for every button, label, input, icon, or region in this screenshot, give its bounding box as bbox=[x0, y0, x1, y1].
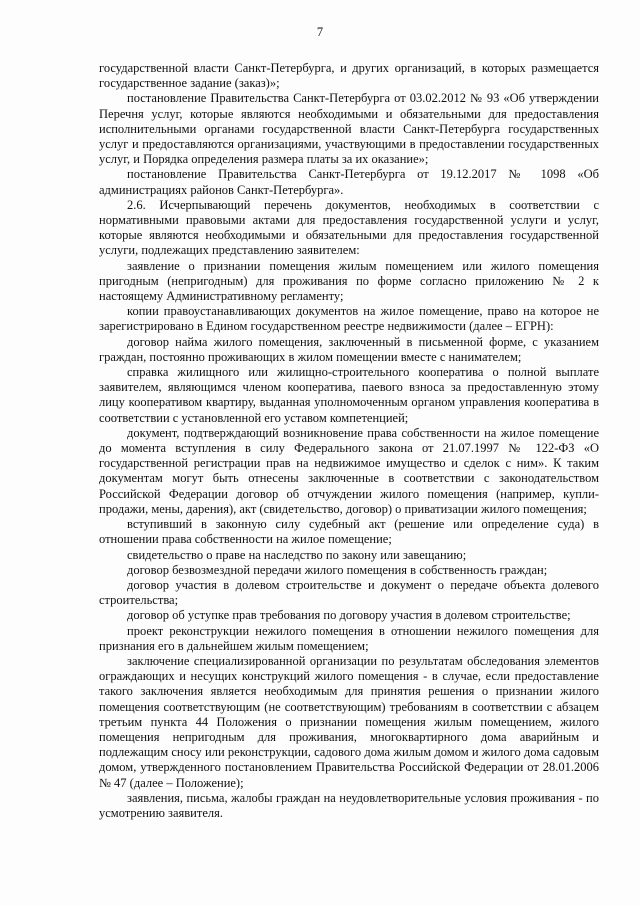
paragraph: договор об уступке прав требования по договору участия в долевом строительстве; bbox=[127, 608, 571, 623]
paragraph: вступивший в законную силу судебный акт (решение или определение суда) в отношении права собственности на жилое помещение; bbox=[99, 517, 599, 547]
paragraph: постановление Правительства Санкт-Петербурга от 03.02.2012 № 93 «Об утверждении Перечня услуг, которые являются необходимыми и обязательными для предоставления исполнительными органами государственной власти Санкт-Петербурга государственных услуг и предоставляются организациями, участвующими в предоставлении государственных услуг, и Порядка определения размера платы за их оказание»; bbox=[99, 91, 599, 167]
paragraph: заявление о признании помещения жилым помещением или жилого помещения пригодным (непригодным) для проживания по форме согласно приложению № 2 к настоящему Административному регламенту; bbox=[99, 258, 599, 304]
paragraph: договор безвозмездной передачи жилого помещения в собственность граждан; bbox=[127, 562, 548, 577]
paragraph: копии правоустанавливающих документов на жилое помещение, право на которое не зарегистрировано в Едином государственном реестре недвижимости (далее – ЕГРН): bbox=[99, 304, 599, 334]
page-number: 7 bbox=[316, 25, 324, 39]
paragraph: 2.6. Исчерпывающий перечень документов, необходимых в соответствии с нормативными правовыми актами для предоставления государственной услуги и услуг, которые являются необходимыми и обязательными для предоставления государственной услуги, подлежащих представлению заявителем: bbox=[99, 197, 599, 258]
paragraph: государственной власти Санкт-Петербурга, и других организаций, в которых размещается государственное задание (заказ)»; bbox=[99, 61, 599, 91]
paragraph: справка жилищного или жилищно-строительного кооператива о полной выплате заявителем, являющимся членом кооператива, паевого взноса за предоставленную этому лицу кооперативом квартиру, выданная уполномоченным органом управления кооператива в соответствии с установленной его уставом компетенцией; bbox=[99, 365, 599, 425]
paragraph: свидетельство о праве на наследство по закону или завещанию; bbox=[127, 547, 467, 562]
paragraph: постановление Правительства Санкт-Петербурга от 19.12.2017 № 1098 «Об администрациях районов Санкт-Петербурга». bbox=[99, 167, 599, 197]
paragraph: договор найма жилого помещения, заключенный в письменной форме, с указанием граждан, постоянно проживающих в жилом помещении вместе с нанимателем; bbox=[99, 334, 599, 364]
paragraph: заявления, письма, жалобы граждан на неудовлетворительные условия проживания - по усмотрению заявителя. bbox=[99, 790, 599, 820]
paragraph: проект реконструкции нежилого помещения в отношении нежилого помещения для признания его в дальнейшем жилым помещением; bbox=[99, 623, 599, 653]
paragraph: документ, подтверждающий возникновение права собственности на жилое помещение до момента вступления в силу Федерального закона от 21.07.1997 № 122-ФЗ «О государственной регистрации прав на недвижимое имущество и сделок с ним». К таким документам могут быть отнесены заключенные в соответствии с законодательством Российской Федерации договор об отчуждении жилого помещения (например, купли-продажи, мены, дарения), акт (свидетельство, договор) о приватизации жилого помещения; bbox=[99, 425, 599, 516]
paragraph: заключение специализированной организации по результатам обследования элементов ограждающих и несущих конструкций жилого помещения - в случае, если предоставление такого заключения является необходимым для принятия решения о признании жилого помещения соответствующим (не соответствующим) требованиям в соответствии с абзацем третьим пункта 44 Положения о признании помещения жилым помещением, жилого помещения непригодным для проживания, многоквартирного дома аварийным и подлежащим сносу или реконструкции, садового дома жилым домом и жилого дома садовым домом, утвержденного постановлением Правительства Российской Федерации от 28.01.2006 № 47 (далее – Положение); bbox=[99, 653, 599, 790]
paragraph: договор участия в долевом строительстве и документ о передаче объекта долевого строительства; bbox=[99, 577, 599, 608]
document-body bbox=[99, 61, 599, 821]
